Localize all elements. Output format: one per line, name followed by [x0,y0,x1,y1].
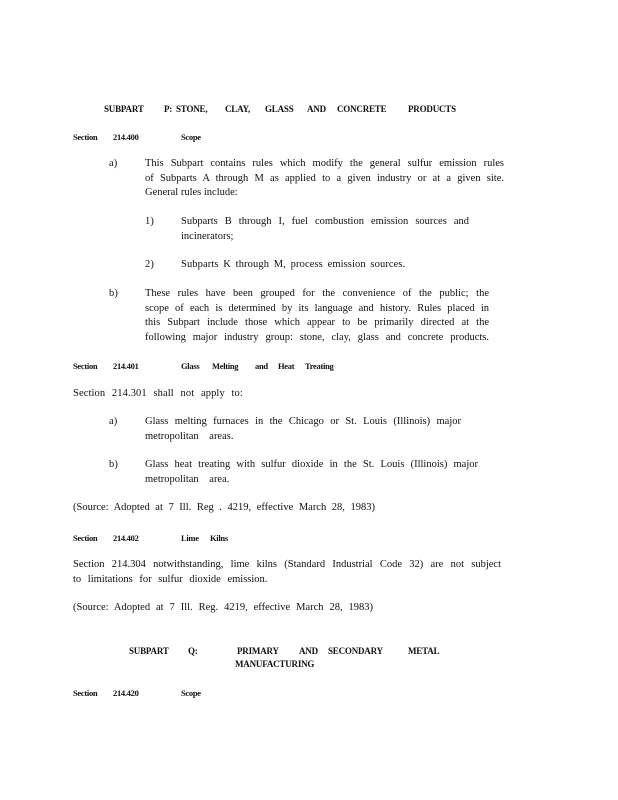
section-number: 214.402 [113,533,139,543]
section-label: Section [73,533,98,543]
text-line: This Subpart contains rules which modify the general sulfur emission rules [145,158,504,169]
text-line: These rules have been grouped for the convenience of the public; the [145,288,489,299]
section-number: 214.420 [113,688,139,698]
subpart-word: STONE, [176,104,208,114]
section-intro: Section 214.301 shall not apply to: [73,388,243,399]
text-line: scope of each is determined by its language and history. Rules placed in [145,302,489,314]
section-number: 214.401 [113,361,139,371]
section-title-word: Lime [181,533,199,543]
subpart-letter: Q: [188,646,198,656]
subpart-word: PRIMARY [237,646,279,656]
text-line: this Subpart include those which appear to be primarily directed at the [145,317,489,328]
text-line: Glass heat treating with sulfur dioxide in the St. Louis (Illinois) major [145,459,478,470]
subpart-label: SUBPART [129,646,169,656]
subpart-word: CLAY, [225,104,251,114]
text-line: Subparts B through I, fuel combustion emission sources and [181,216,469,227]
subpart-word: MANUFACTURING [235,659,315,669]
paragraph-401-b [145,458,478,487]
subpart-word: AND [307,104,326,114]
list-marker: 2) [145,259,154,270]
subpart-letter: P: [164,104,173,114]
paragraph-a [145,157,504,201]
subpart-word: SECONDARY [328,646,383,656]
text-line: to limitations for sulfur dioxide emission. [73,573,268,585]
paragraph-b [145,287,489,345]
section-number: 214.400 [113,132,139,142]
section-label: Section [73,688,98,698]
section-title-word: Treating [305,361,334,371]
text-line: metropolitan areas. [145,430,234,442]
paragraph-a2: Subparts K through M, process emission sources. [181,259,406,270]
section-title: Scope [181,688,201,698]
text-line: following major industry group: stone, clay, glass and concrete products. [145,331,489,343]
source-text: (Source: Adopted at 7 Ill. Reg. 4219, effective March 28, 1983) [73,602,373,613]
source-text: (Source: Adopted at 7 Ill. Reg . 4219, effective March 28, 1983) [73,502,375,513]
list-marker: 1) [145,216,154,227]
text-line: Section 214.304 notwithstanding, lime kilns (Standard Industrial Code 32) are not subject [73,559,501,570]
list-marker: a) [109,158,118,169]
list-marker: b) [109,459,118,470]
subpart-word: METAL [408,646,440,656]
text-line: Glass melting furnaces in the Chicago or St. Louis (Illinois) major [145,416,461,427]
section-title: Scope [181,132,201,142]
section-label: Section [73,361,98,371]
section-title-word: Heat [278,361,295,371]
section-title-word: Glass [181,361,200,371]
list-marker: b) [109,288,118,299]
subpart-word: AND [299,646,318,656]
paragraph-401-a [145,415,461,444]
subpart-word: GLASS [265,104,294,114]
subpart-label: SUBPART [104,104,144,114]
section-label: Section [73,132,98,142]
source-note [73,601,373,616]
paragraph-402 [73,558,501,587]
text-line: General rules include: [145,187,238,198]
section-title-word: Melting [212,361,239,371]
section-title-word: Kilns [210,533,228,543]
list-marker: a) [109,416,118,427]
subpart-word: CONCRETE [337,104,387,114]
paragraph-a1 [181,215,469,244]
text-line: of Subparts A through M as applied to a given industry or at a given site. [145,172,504,184]
subpart-word: PRODUCTS [408,104,456,114]
section-title-word: and [255,361,268,371]
source-note [73,501,375,516]
text-line: metropolitan area. [145,473,230,485]
text-line: incinerators; [181,230,234,242]
